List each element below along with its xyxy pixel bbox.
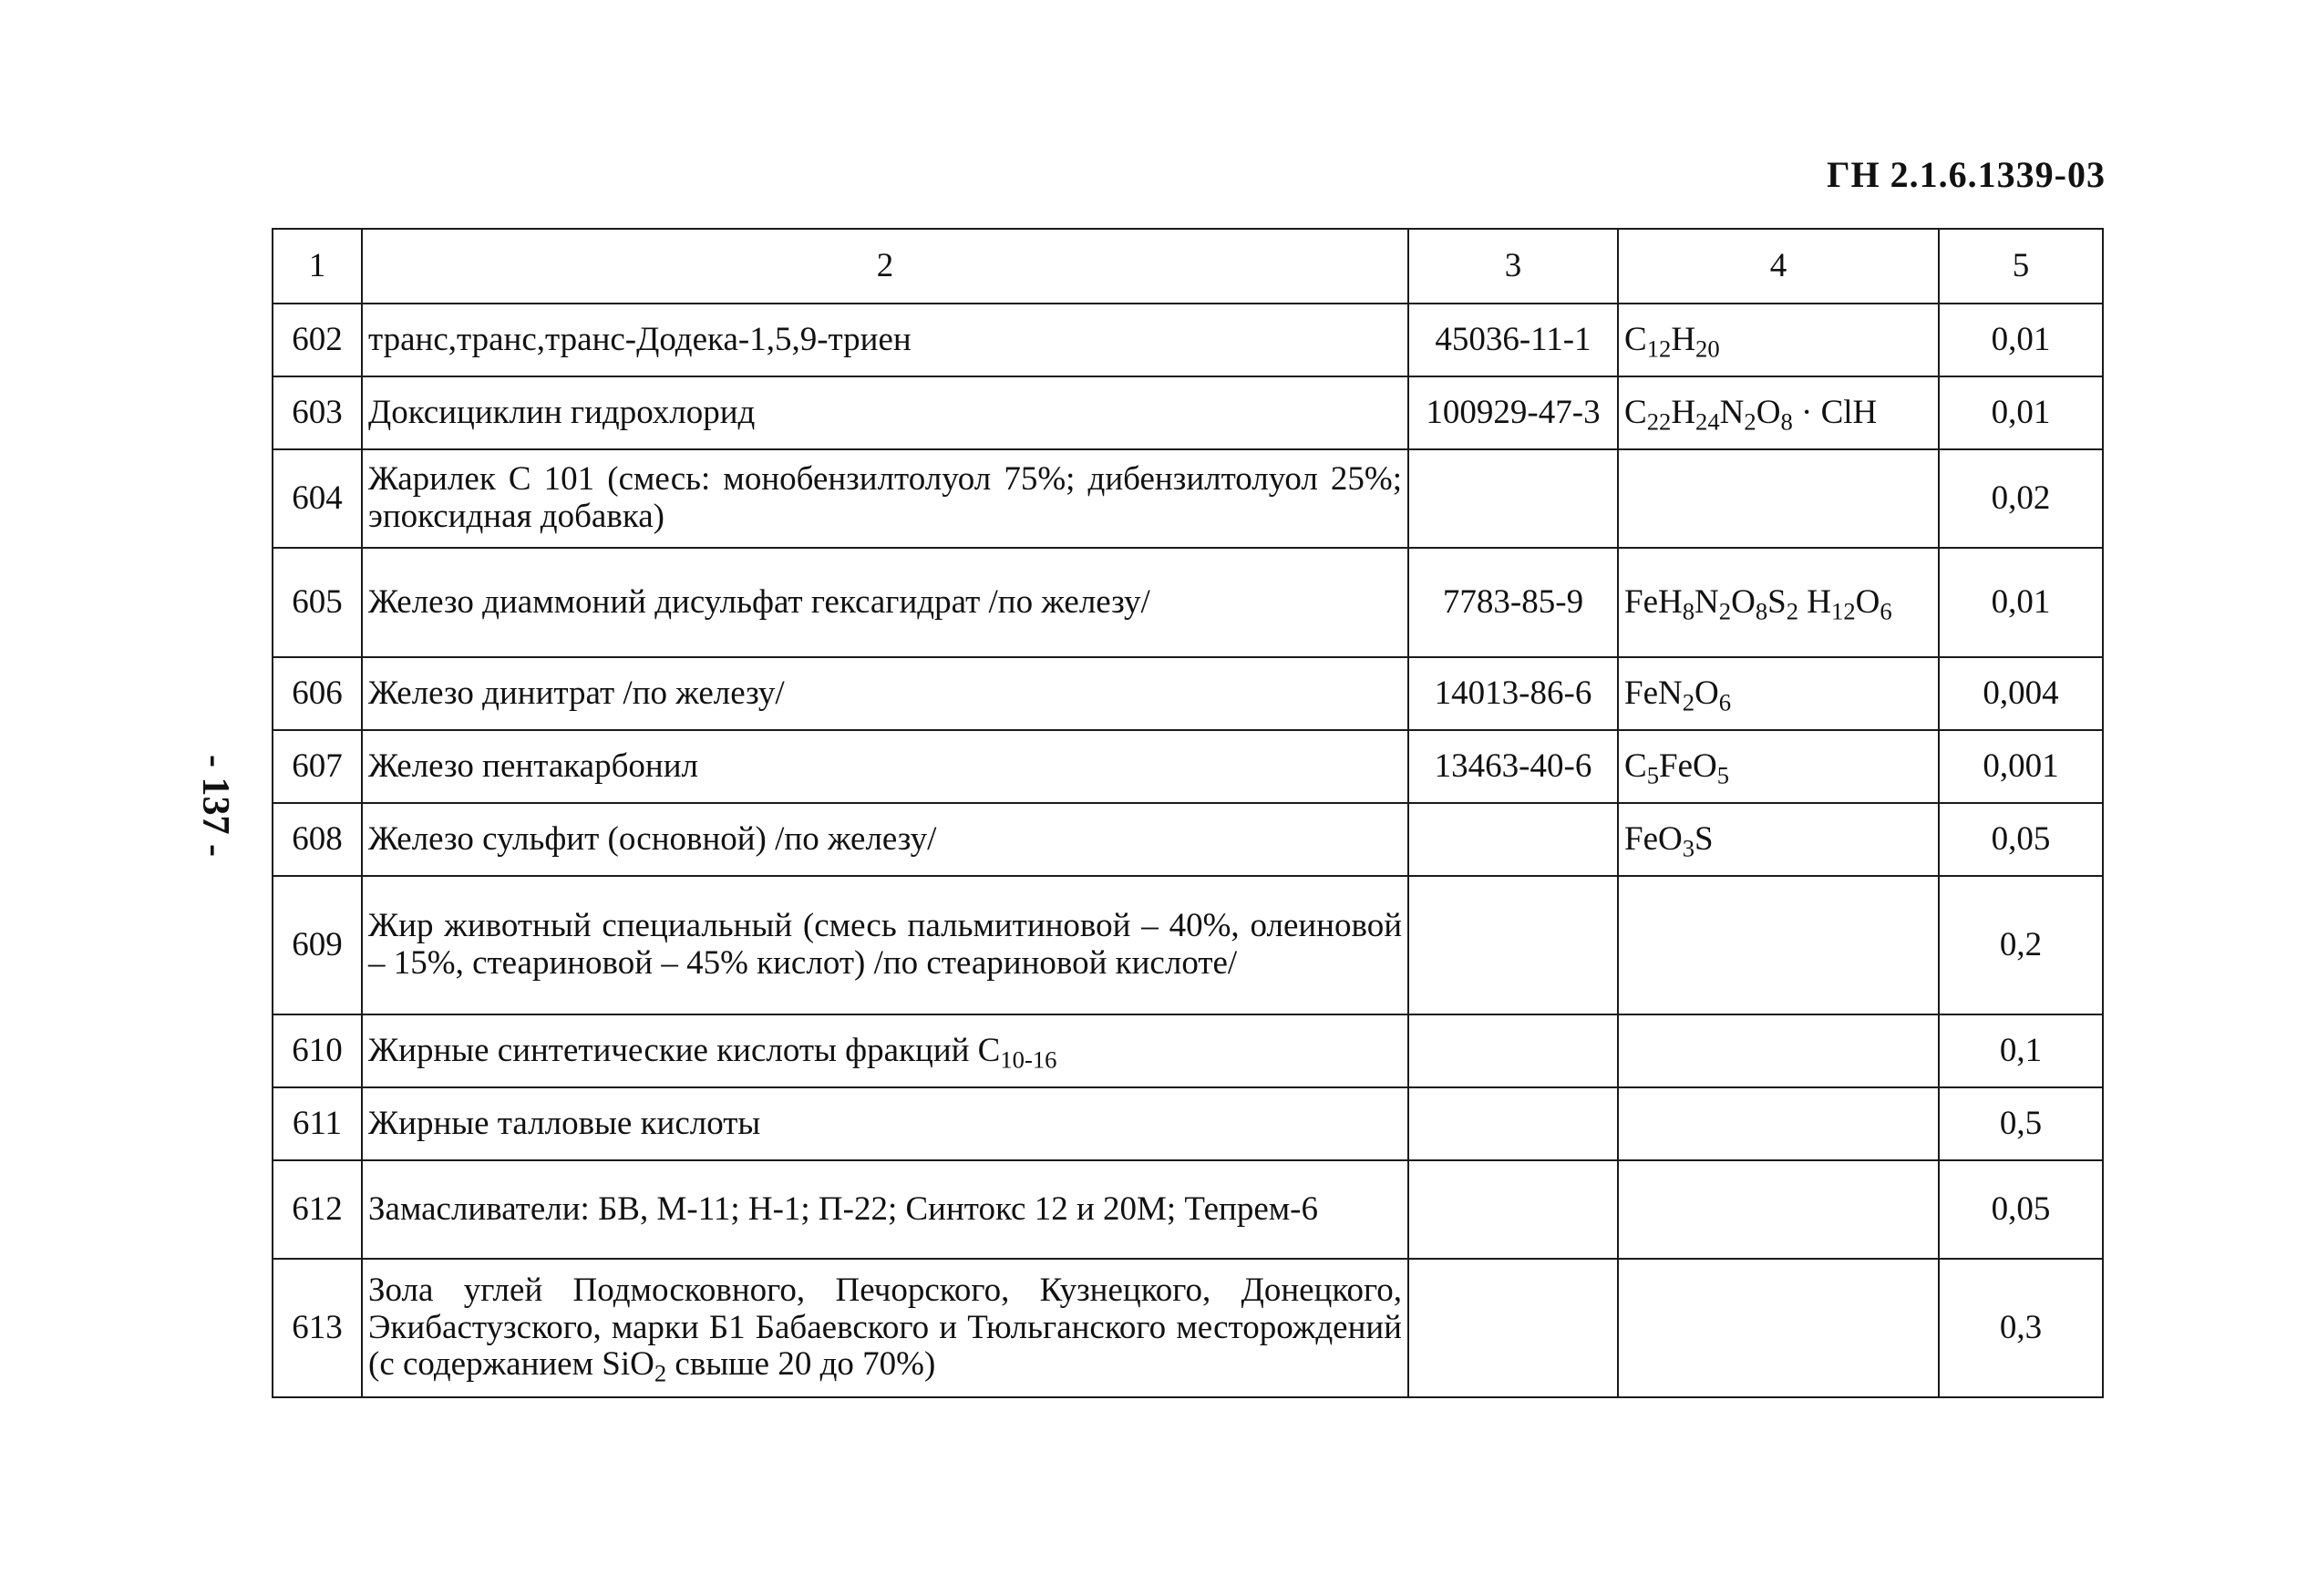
chemical-formula: $FeH_8N_2O_8S_2$ $H_{12}O_6$ [1618,548,1939,657]
substance-name: Жир животный специальный (смесь пальмитиновой – 40%, олеиновой – 15%, стеариновой – 45% кислот) /по стеариновой кислоте/ [362,876,1408,1014]
cas-number [1408,1160,1618,1259]
table-body [273,229,2103,1397]
column-header: 5 [1939,229,2103,304]
row-number: 603 [273,376,362,449]
cas-number: 7783-85-9 [1408,548,1618,657]
limit-value: 0,05 [1939,1160,2103,1259]
substance-name: Жарилек С 101 (смесь: монобензилтолуол 75%; дибензилтолуол 25%; эпоксидная добавка) [362,449,1408,548]
table-row [273,1014,2103,1087]
substance-name: Железо пентакарбонил [362,730,1408,803]
chemical-formula: $C_{22}H_{24}N_2O_8$ · ClH [1618,376,1939,449]
document-code: ГН 2.1.6.1339-03 [1827,154,2106,195]
limit-value: 0,2 [1939,876,2103,1014]
substance-name: Доксициклин гидрохлорид [362,376,1408,449]
table-row [273,1087,2103,1160]
chemical-formula [1618,449,1939,548]
row-number: 613 [273,1259,362,1397]
limit-value: 0,02 [1939,449,2103,548]
substance-name: Жирные талловые кислоты [362,1087,1408,1160]
substance-name: Железо диаммоний дисульфат гексагидрат /по железу/ [362,548,1408,657]
substances-table [272,228,2104,1398]
column-header: 3 [1408,229,1618,304]
row-number: 604 [273,449,362,548]
limit-value: 0,01 [1939,304,2103,376]
row-number: 602 [273,304,362,376]
row-number: 608 [273,803,362,876]
table-row [273,657,2103,730]
table-row [273,803,2103,876]
table-row [273,304,2103,376]
cas-number [1408,803,1618,876]
row-number: 609 [273,876,362,1014]
limit-value: 0,05 [1939,803,2103,876]
limit-value: 0,004 [1939,657,2103,730]
substance-name: транс,транс,транс-Додека-1,5,9-триен [362,304,1408,376]
substance-name: Замасливатели: БВ, М-11; Н-1; П-22; Синтокс 12 и 20М; Тепрем-6 [362,1160,1408,1259]
row-number: 607 [273,730,362,803]
cas-number [1408,449,1618,548]
column-header: 4 [1618,229,1939,304]
chemical-formula: $C_{12}H_{20}$ [1618,304,1939,376]
chemical-formula [1618,1014,1939,1087]
limit-value: 0,01 [1939,376,2103,449]
cas-number: 13463-40-6 [1408,730,1618,803]
cas-number [1408,1014,1618,1087]
chemical-formula [1618,1160,1939,1259]
limit-value: 0,01 [1939,548,2103,657]
table-row [273,876,2103,1014]
chemical-formula [1618,1259,1939,1397]
chemical-formula: $C_5FeO_5$ [1618,730,1939,803]
cas-number [1408,876,1618,1014]
cas-number: 100929-47-3 [1408,376,1618,449]
substance-name: Железо сульфит (основной) /по железу/ [362,803,1408,876]
limit-value: 0,1 [1939,1014,2103,1087]
limit-value: 0,5 [1939,1087,2103,1160]
table-row [273,1259,2103,1397]
substance-name: Зола углей Подмосковного, Печорского, Кузнецкого, Донецкого, Экибастузского, марки Б1 Бабаевского и Тюльганского месторождений (с содержанием SiO$_2$ свыше 20 до 70%) [362,1259,1408,1397]
column-header: 1 [273,229,362,304]
table-row [273,548,2103,657]
table-row [273,1160,2103,1259]
table-row [273,730,2103,803]
cas-number: 45036-11-1 [1408,304,1618,376]
row-number: 610 [273,1014,362,1087]
table-row [273,376,2103,449]
limit-value: 0,001 [1939,730,2103,803]
page-number: - 137 - [193,755,236,857]
row-number: 605 [273,548,362,657]
row-number: 606 [273,657,362,730]
cas-number [1408,1259,1618,1397]
limit-value: 0,3 [1939,1259,2103,1397]
table-row [273,449,2103,548]
chemical-formula: $FeN_2O_6$ [1618,657,1939,730]
substance-name: Железо динитрат /по железу/ [362,657,1408,730]
chemical-formula [1618,876,1939,1014]
cas-number: 14013-86-6 [1408,657,1618,730]
chemical-formula [1618,1087,1939,1160]
row-number: 611 [273,1087,362,1160]
column-number-row [273,229,2103,304]
cas-number [1408,1087,1618,1160]
row-number: 612 [273,1160,362,1259]
substance-name: Жирные синтетические кислоты фракций $C_{10-16}$ [362,1014,1408,1087]
chemical-formula: FeO$_3$S [1618,803,1939,876]
column-header: 2 [362,229,1408,304]
